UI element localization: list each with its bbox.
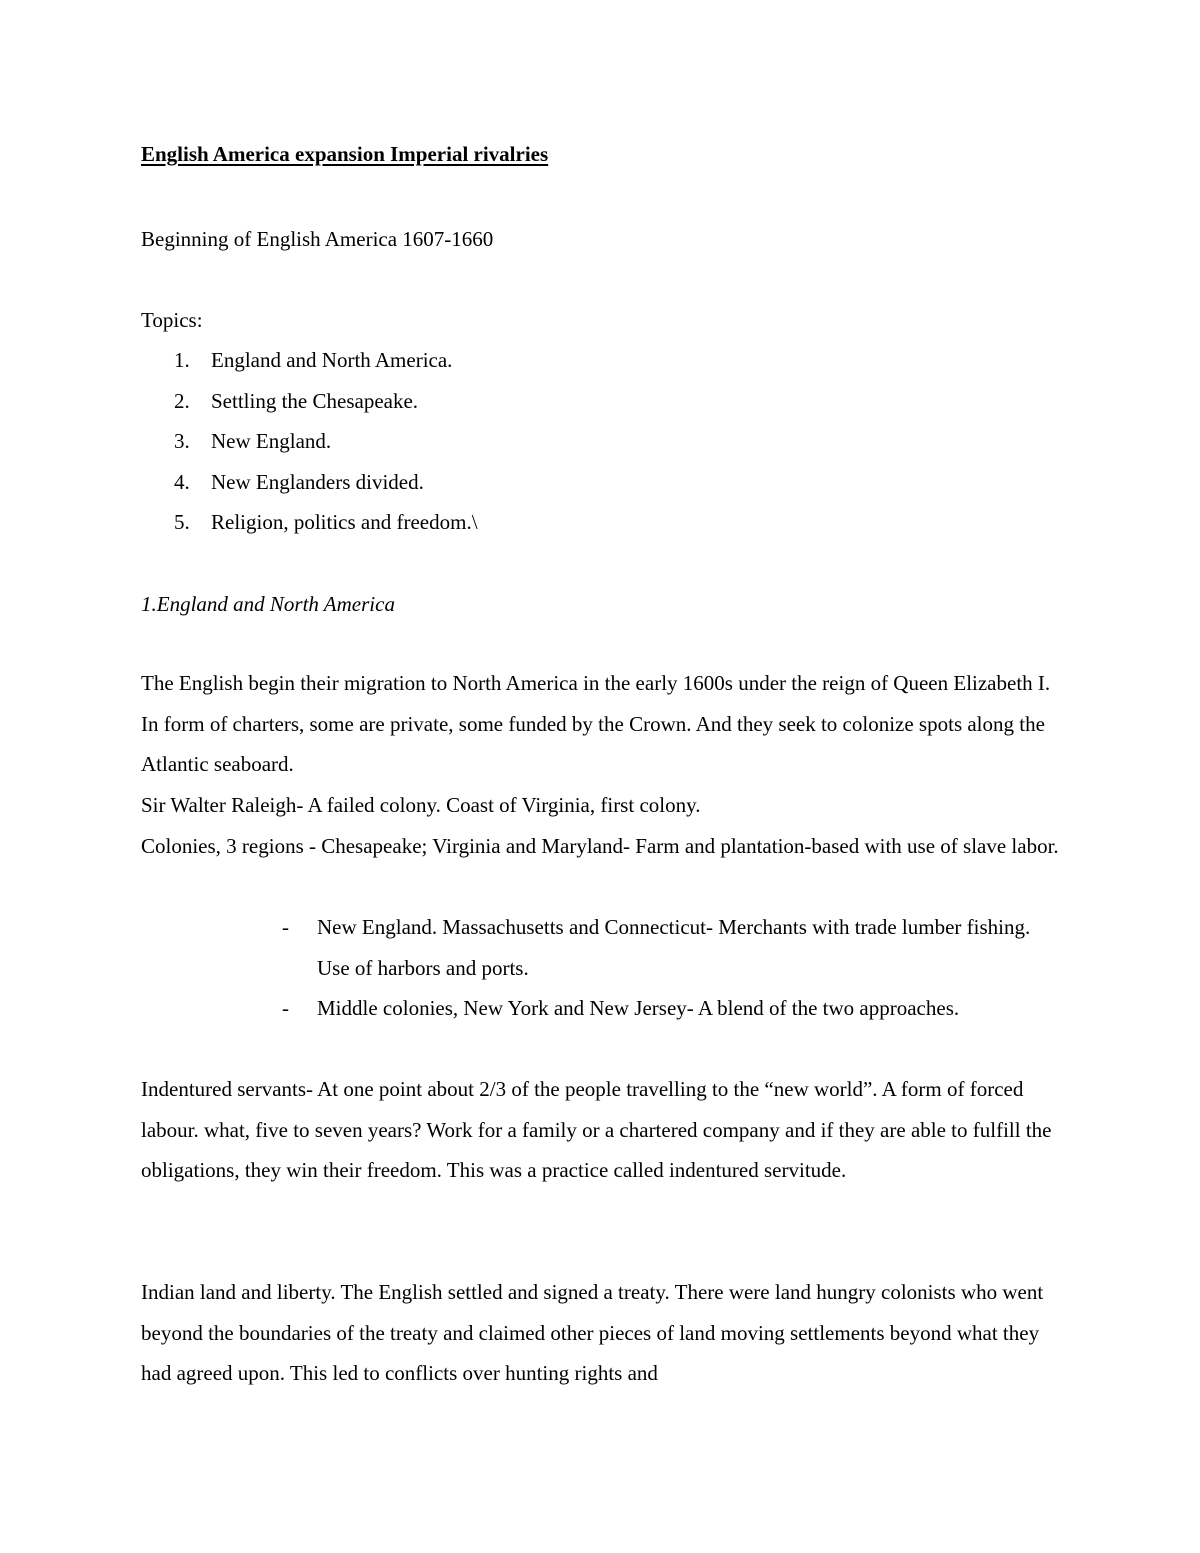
document-subtitle: Beginning of English America 1607-1660 [141, 227, 494, 251]
regions-list [141, 907, 1067, 1029]
paragraph-indian: Indian land and liberty. The English settled and signed a treaty. There were land hungry colonists who went beyond the boundaries of the treaty and claimed other pieces of land moving settlements beyond what they had agreed upon. This led to conflicts over hunting rights and [141, 1280, 1044, 1385]
topics-label: Topics: [141, 308, 203, 332]
paragraph-migration: The English begin their migration to North America in the early 1600s under the reign of Queen Elizabeth I. In form of charters, some are private, some funded by the Crown. And they seek to colonize spots along the Atlantic seaboard. [141, 671, 1051, 776]
paragraph-raleigh: Sir Walter Raleigh- A failed colony. Coast of Virginia, first colony. [141, 793, 701, 817]
section-heading: 1.England and North America [141, 592, 395, 616]
topic-number: 3. [174, 429, 190, 453]
topic-number: 4. [174, 469, 190, 494]
region-item [141, 907, 1067, 988]
paragraph-colonies: Colonies, 3 regions - Chesapeake; Virginia and Maryland- Farm and plantation-based with use of slave labor. [141, 834, 1059, 858]
topic-text: England and North America. [211, 348, 453, 372]
topic-text: Settling the Chesapeake. [211, 388, 419, 413]
topic-text: New Englanders divided. [211, 469, 424, 494]
dash-bullet: - [282, 915, 289, 939]
document-title: English America expansion Imperial rivalries [141, 142, 549, 166]
topic-number: 2. [174, 388, 190, 413]
paragraph-indentured: Indentured servants- At one point about 2/3 of the people travelling to the “new world”. A form of forced labour. what, five to seven years? Work for a family or a chartered company and if they are able to fulfill the obligations, they win their freedom. This was a practice called indentured servitude. [141, 1077, 1052, 1182]
topic-text: Religion, politics and freedom.\ [211, 510, 478, 534]
topic-number: 1. [174, 348, 190, 372]
topic-text: New England. [211, 429, 332, 453]
region-item [141, 988, 1067, 1029]
topic-number: 5. [174, 510, 190, 534]
region-text: New England. Massachusetts and Connecticut- Merchants with trade lumber fishing. Use of harbors and ports. [317, 915, 1031, 980]
dash-bullet: - [282, 996, 289, 1020]
region-text: Middle colonies, New York and New Jersey- A blend of the two approaches. [317, 996, 960, 1020]
